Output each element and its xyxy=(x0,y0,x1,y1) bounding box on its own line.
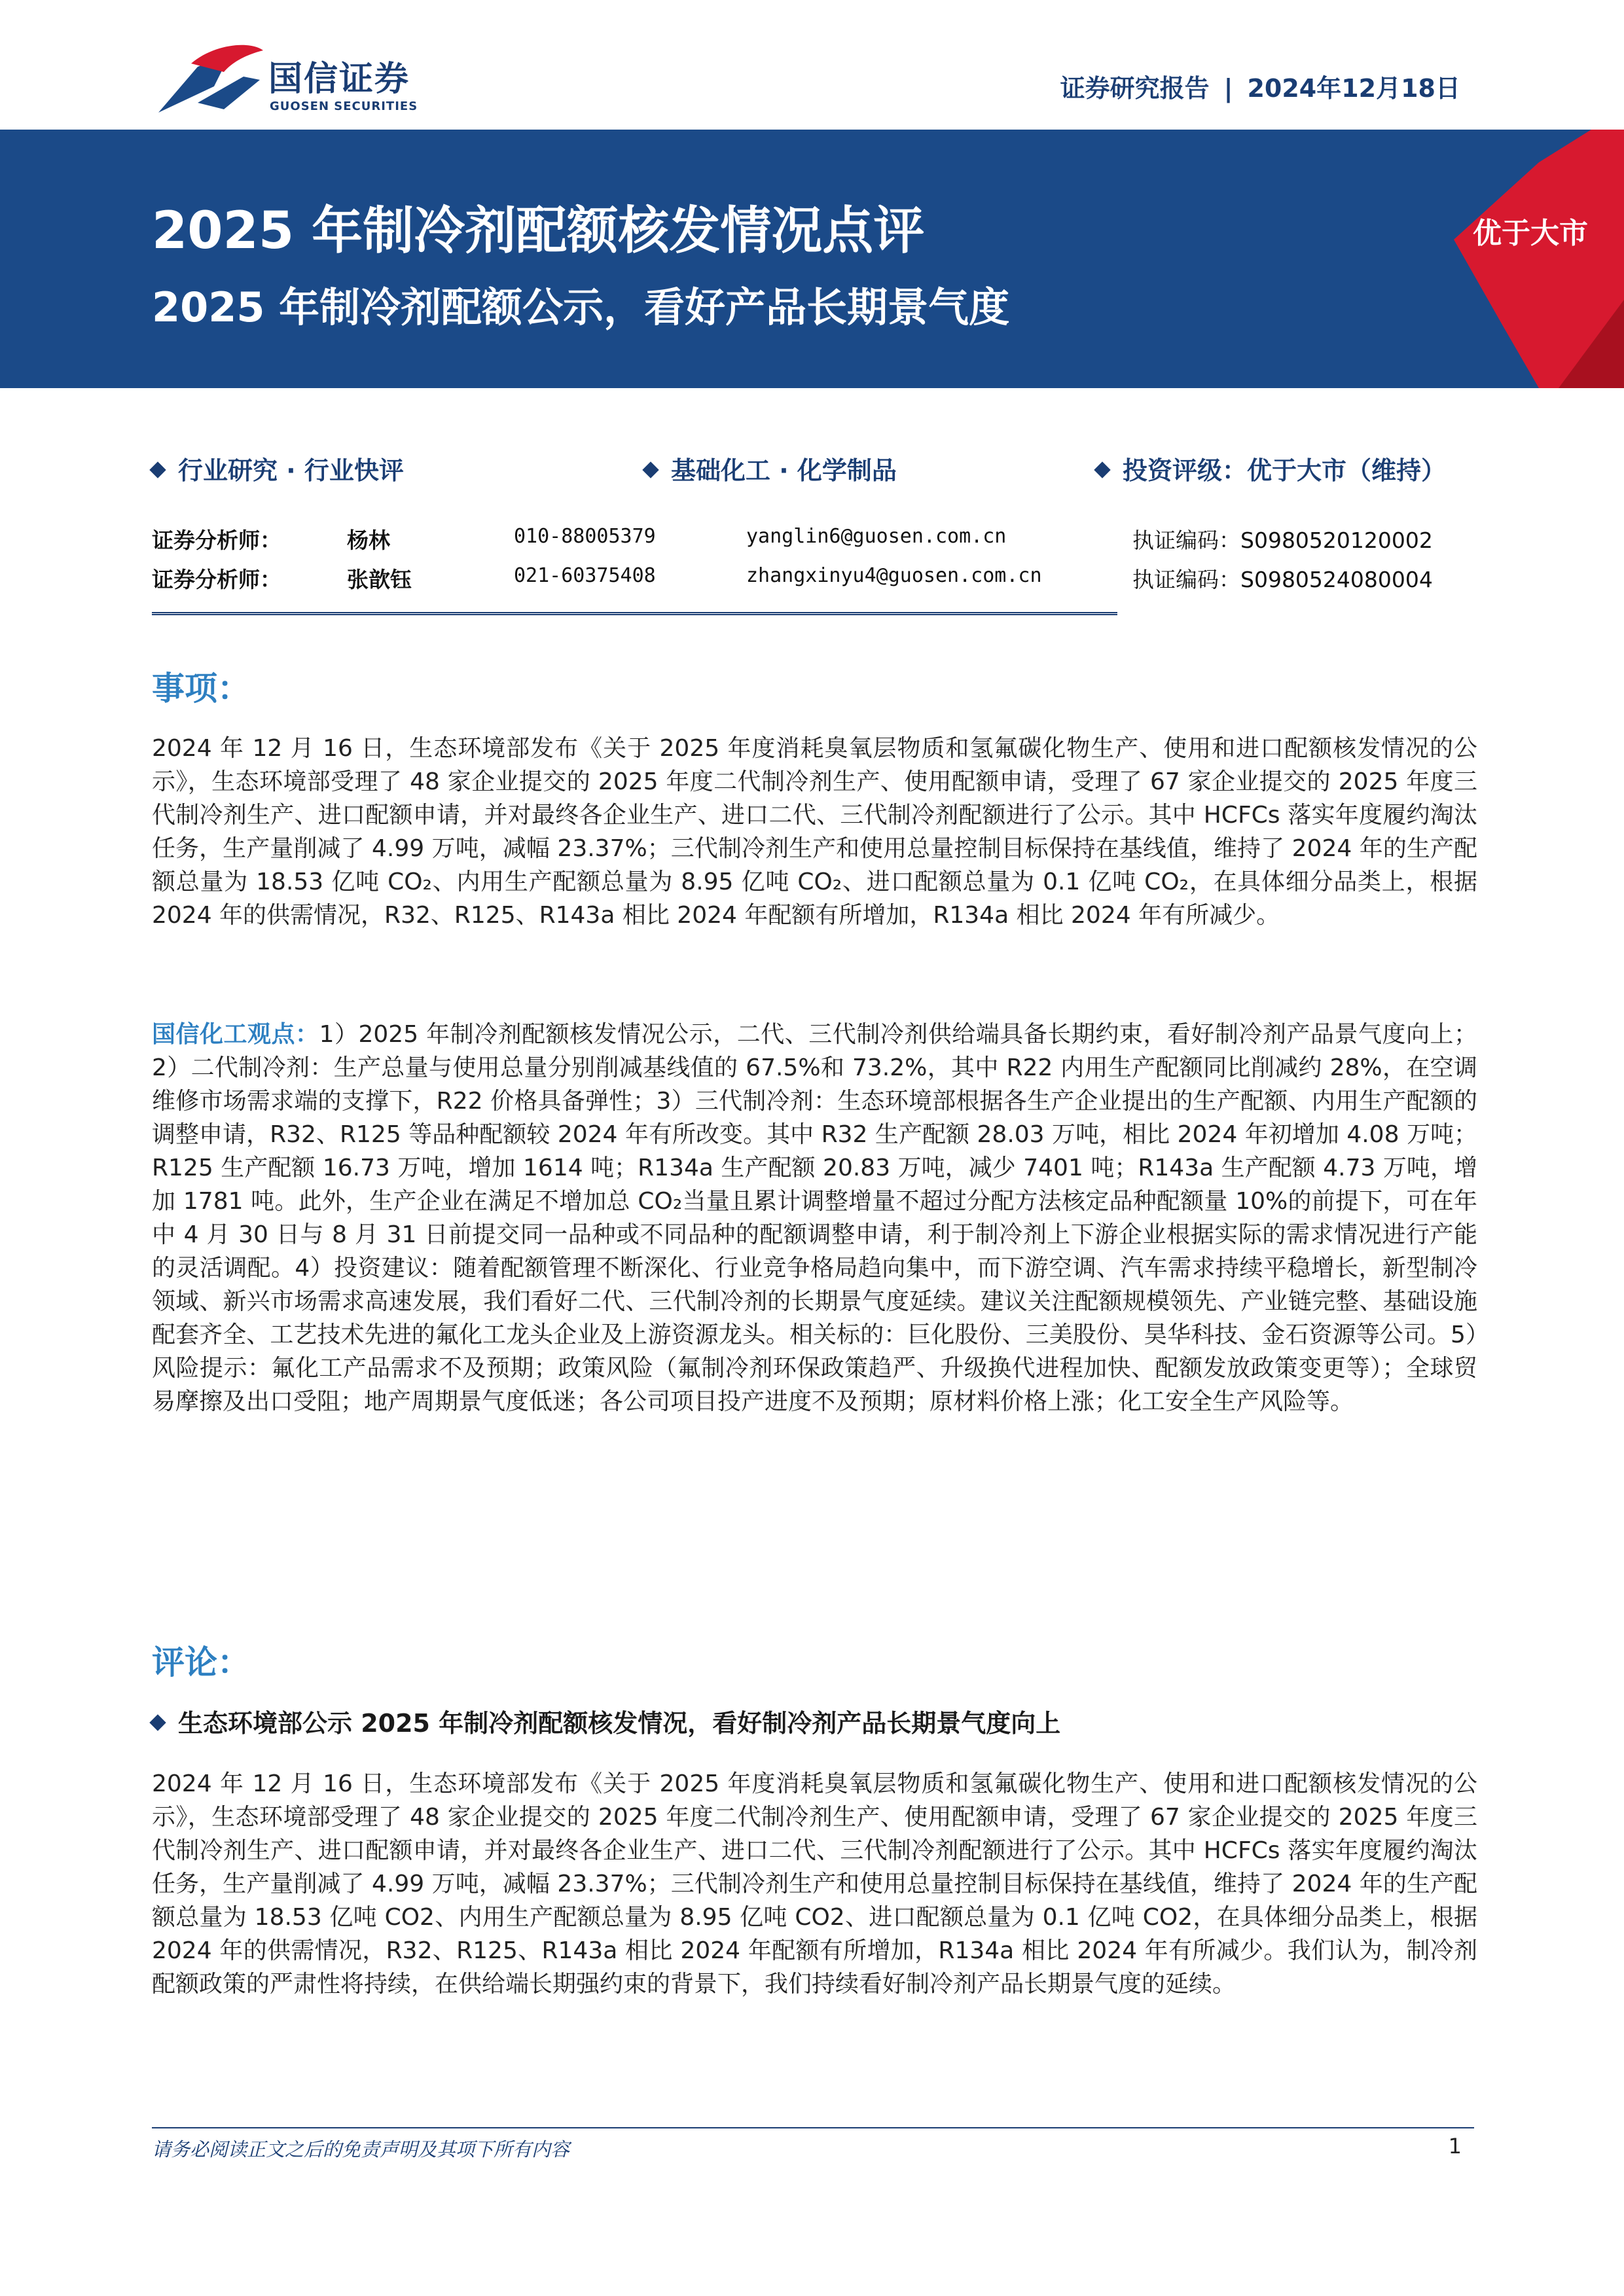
comment-heading: 评论： xyxy=(152,1643,250,1681)
rating-tag: 优于大市 xyxy=(1473,217,1588,250)
analyst-name: 杨林 xyxy=(347,528,390,553)
view-paragraph xyxy=(152,1018,1477,1418)
logo-name: 国信证券 xyxy=(268,60,410,99)
analyst-role: 证券分析师： xyxy=(152,528,281,553)
analyst-email[interactable]: yanglin6@guosen.com.cn xyxy=(746,525,1007,548)
header-divider xyxy=(152,612,1117,615)
company-logo xyxy=(152,41,433,119)
category-sector xyxy=(645,450,897,486)
report-subtitle: 2025 年制冷剂配额公示，看好产品长期景气度 xyxy=(152,283,1010,331)
comment-subheading xyxy=(152,1703,1060,1739)
footer-disclaimer: 请务必阅读正文之后的免责声明及其项下所有内容 xyxy=(152,2138,570,2161)
guosen-logo-icon xyxy=(152,41,276,119)
report-type: 证券研究报告 xyxy=(1060,74,1210,103)
comment-subheading-text: 生态环境部公示 2025 年制冷剂配额核发情况，看好制冷剂产品长期景气度向上 xyxy=(178,1709,1061,1738)
comment-paragraph: 2024 年 12 月 16 日，生态环境部发布《关于 2025 年度消耗臭氧层物质和氢氟碳化物生产、使用和进口配额核发情况的公示》，生态环境部受理了 48 家企业提交的 2025 年度二代制冷剂生产、使用配额申请，受理了 67 家企业提交的 2025 年度三代制冷剂生产、进口配额申请，并对最终各企业生产、进口二代、三代制冷剂配额进行了公示。其中 HCFCs 落实年度履约淘汰任务，生产量削减了 4.99 万吨，减幅 23.37%；三代制冷剂生产和使用总量控制目标保持在基线值，维持了 2024 年的生产配额总量为 18.53 亿吨 CO2、内用生产配额总量为 8.95 亿吨 CO2、进口配额总量为 0.1 亿吨 CO2，在具体细分品类上，根据 2024 年的供需情况，R32、R125、R143a 相比 2024 年配额有所增加，R134a 相比 2024 年有所减少。我们认为，制冷剂配额政策的严肃性将持续，在供给端长期强约束的背景下，我们持续看好制冷剂产品长期景气度的延续。 xyxy=(152,1770,1477,1998)
diamond-bullet-icon xyxy=(149,1714,166,1731)
page-number: 1 xyxy=(1448,2134,1462,2159)
footer-divider xyxy=(152,2127,1474,2128)
analyst-license: 执证编码：S0980524080004 xyxy=(1132,567,1433,592)
event-heading: 事项： xyxy=(152,670,250,708)
category-industry-research xyxy=(152,450,404,486)
analyst-phone: 010-88005379 xyxy=(514,525,656,548)
diamond-bullet-icon xyxy=(642,461,659,478)
rating-ribbon xyxy=(1428,130,1624,388)
diamond-bullet-icon xyxy=(1094,461,1110,478)
view-text: 1）2025 年制冷剂配额核发情况公示，二代、三代制冷剂供给端具备长期约束，看好制冷剂产品景气度向上；2）二代制冷剂：生产总量与使用总量分别削减基线值的 67.5%和 73.2%，其中 R22 内用生产配额同比削减约 28%，在空调维修市场需求端的支撑下，R22 价格具备弹性；3）三代制冷剂：生态环境部根据各生产企业提出的生产配额、内用生产配额的调整申请，R32、R125 等品种配额较 2024 年有所改变。其中 R32 生产配额 28.03 万吨，相比 2024 年初增加 4.08 万吨；R125 生产配额 16.73 万吨，增加 1614 吨；R134a 生产配额 20.83 万吨，减少 7401 吨；R143a 生产配额 4.73 万吨，增加 1781 吨。此外，生产企业在满足不增加总 CO₂当量且累计调整增量不超过分配方法核定品种配额量 10%的前提下，可在年中 4 月 30 日与 8 月 31 日前提交同一品种或不同品种的配额调整申请，利于制冷剂上下游企业根据实际的需求情况进行产能的灵活调配。4）投资建议：随着配额管理不断深化、行业竞争格局趋向集中，而下游空调、汽车需求持续平稳增长，新型制冷领域、新兴市场需求高速发展，我们看好二代、三代制冷剂的长期景气度延续。建议关注配额规模领先、产业链完整、基础设施配套齐全、工艺技术先进的氟化工龙头企业及上游资源龙头。相关标的：巨化股份、三美股份、昊华科技、金石资源等公司。5）风险提示：氟化工产品需求不及预期；政策风险（氟制冷剂环保政策趋严、升级换代进程加快、配额发放政策变更等）；全球贸易摩擦及出口受阻；地产周期景气度低迷；各公司项目投产进度不及预期；原材料价格上涨；化工安全生产风险等。 xyxy=(152,1021,1477,1415)
report-meta xyxy=(1060,68,1460,104)
analyst-license: 执证编码：S0980520120002 xyxy=(1132,528,1433,553)
view-lead: 国信化工观点： xyxy=(152,1021,319,1048)
analyst-name: 张歆钰 xyxy=(347,567,412,592)
category-label: 基础化工 · 化学制品 xyxy=(671,456,897,485)
diamond-bullet-icon xyxy=(149,461,166,478)
meta-separator: | xyxy=(1223,74,1233,103)
analyst-phone: 021-60375408 xyxy=(514,564,656,587)
category-label: 投资评级：优于大市（维持） xyxy=(1123,456,1447,485)
logo-english-name: GUOSEN SECURITIES xyxy=(270,99,418,113)
category-rating xyxy=(1096,450,1446,486)
report-title: 2025 年制冷剂配额核发情况点评 xyxy=(152,202,925,260)
analyst-role: 证券分析师： xyxy=(152,567,281,592)
analyst-email[interactable]: zhangxinyu4@guosen.com.cn xyxy=(746,564,1042,587)
event-paragraph: 2024 年 12 月 16 日，生态环境部发布《关于 2025 年度消耗臭氧层物质和氢氟碳化物生产、使用和进口配额核发情况的公示》，生态环境部受理了 48 家企业提交的 2025 年度二代制冷剂生产、使用配额申请，受理了 67 家企业提交的 2025 年度三代制冷剂生产、进口配额申请，并对最终各企业生产、进口二代、三代制冷剂配额进行了公示。其中 HCFCs 落实年度履约淘汰任务，生产量削减了 4.99 万吨，减幅 23.37%；三代制冷剂生产和使用总量控制目标保持在基线值，维持了 2024 年的生产配额总量为 18.53 亿吨 CO₂、内用生产配额总量为 8.95 亿吨 CO₂、进口配额总量为 0.1 亿吨 CO₂，在具体细分品类上，根据 2024 年的供需情况，R32、R125、R143a 相比 2024 年配额有所增加，R134a 相比 2024 年有所减少。 xyxy=(152,735,1477,929)
report-date: 2024年12月18日 xyxy=(1247,74,1460,103)
category-label: 行业研究 · 行业快评 xyxy=(178,456,404,485)
